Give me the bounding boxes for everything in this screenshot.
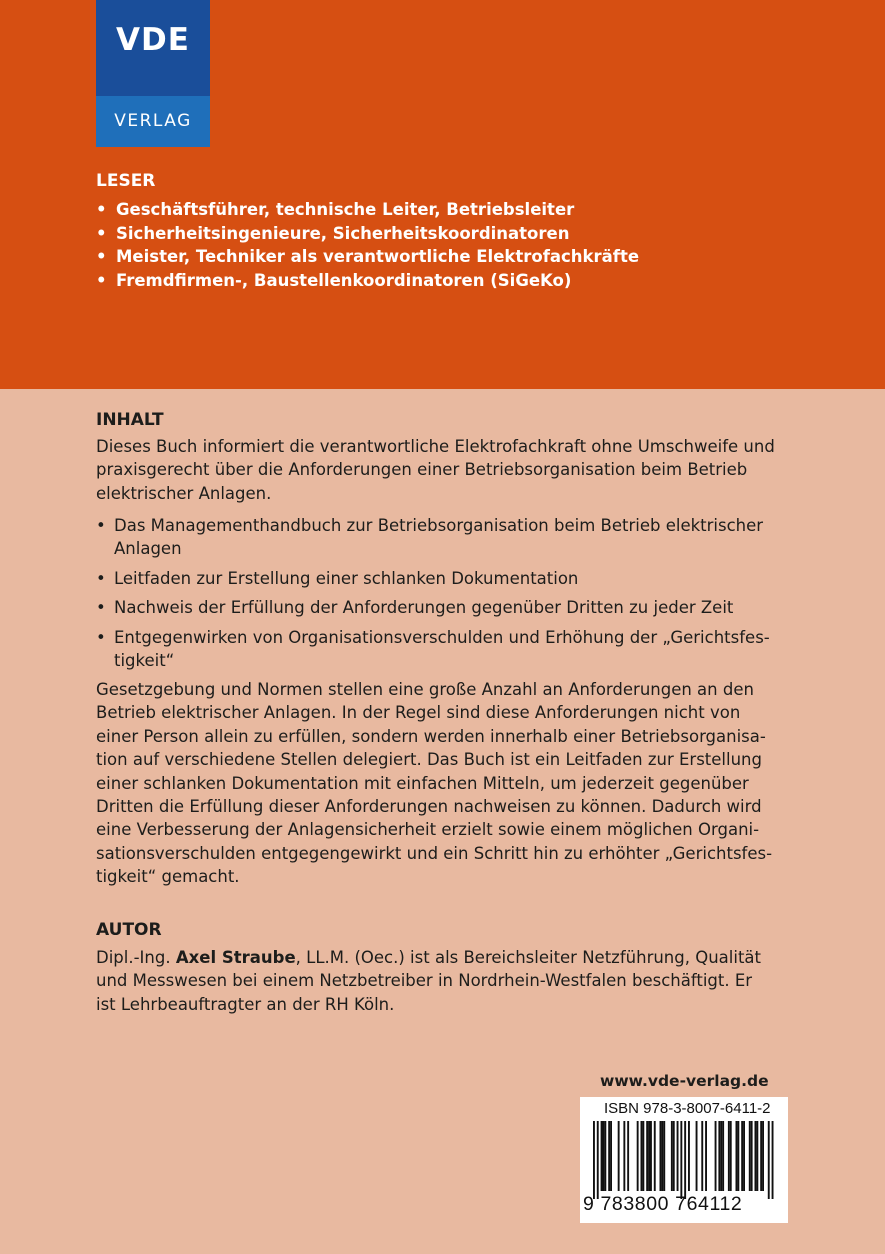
barcode-bar: [663, 1121, 665, 1191]
barcode-bar: [610, 1121, 612, 1191]
barcode-bar: [661, 1121, 663, 1191]
barcode-bar: [646, 1121, 648, 1191]
barcode-bar: [688, 1121, 690, 1191]
barcode-bar: [772, 1121, 774, 1199]
barcode-bar: [684, 1121, 686, 1199]
barcode-bar: [660, 1121, 662, 1191]
leser-item: • Sicherheitsingenieure, Sicherheitskoordinatoren: [96, 223, 570, 243]
body-line: tion auf verschiedene Stellen delegiert. Das Buch ist ein Leitfaden zur Erstellung: [96, 750, 762, 770]
barcode-bar: [760, 1121, 762, 1191]
barcode-bar: [603, 1121, 605, 1191]
barcode-bar: [604, 1121, 606, 1191]
barcode-bar: [642, 1121, 644, 1191]
barcode-bar: [715, 1121, 717, 1191]
isbn-text: ISBN 978-3-8007-6411-2: [604, 1100, 771, 1117]
body-line: einer schlanken Dokumentation mit einfachen Mitteln, um jederzeit gegenüber: [96, 773, 749, 793]
autor-line: [96, 946, 796, 969]
vde-verlag-logo: [96, 0, 210, 147]
barcode-bar: [677, 1121, 679, 1191]
isbn-barcode: [580, 1097, 788, 1223]
barcode-bar: [623, 1121, 625, 1191]
barcode-bar: [673, 1121, 675, 1191]
barcode-bar: [728, 1121, 730, 1191]
barcode-bar: [597, 1121, 599, 1199]
barcode-bar: [718, 1121, 720, 1191]
barcode-bar: [627, 1121, 629, 1191]
barcode-bar: [618, 1121, 620, 1191]
author-name: Axel Straube: [175, 948, 296, 967]
leser-list: [96, 198, 639, 292]
intro-line: praxisgerecht über die Anforderungen einer Betriebsorganisation beim Betrieb: [96, 460, 748, 480]
autor-line: ist Lehrbeauftragter an der RH Köln.: [96, 994, 395, 1014]
ean-number: 9 783800 764112: [583, 1193, 743, 1215]
inhalt-body: [96, 678, 796, 889]
body-line: tigkeit“ gemacht.: [96, 867, 240, 887]
intro-line: Dieses Buch informiert die verantwortliche Elektrofachkraft ohne Umschweife und: [96, 437, 775, 456]
barcode-bar: [696, 1121, 698, 1191]
bullet-line: Nachweis der Erfüllung der Anforderungen gegenüber Dritten zu jeder Zeit: [114, 598, 734, 617]
barcode-bar: [730, 1121, 732, 1191]
body-line: einer Person allein zu erfüllen, sondern werden innerhalb einer Betriebsorganisa-: [96, 726, 766, 746]
bullet-line: Entgegenwirken von Organisationsverschulden und Erhöhung der „Gerichtsfes-: [114, 628, 770, 647]
barcode-bar: [680, 1121, 682, 1199]
bullet-line: Anlagen: [114, 539, 182, 559]
autor-heading: AUTOR: [96, 920, 162, 940]
logo-vde-text: VDE: [96, 0, 210, 96]
barcode-bar: [601, 1121, 603, 1191]
barcode-bar: [654, 1121, 656, 1191]
barcode-bars: [590, 1121, 780, 1199]
barcode-bar: [741, 1121, 743, 1191]
barcode-bar: [648, 1121, 650, 1191]
leser-item: • Fremdfirmen-, Baustellenkoordinatoren (SiGeKo): [96, 270, 572, 290]
barcode-bar: [608, 1121, 610, 1191]
barcode-bar: [737, 1121, 739, 1191]
barcode-bar: [743, 1121, 745, 1191]
barcode-bar: [671, 1121, 673, 1191]
barcode-bar: [755, 1121, 757, 1191]
bullet-line: Das Managementhandbuch zur Betriebsorganisation beim Betrieb elektrischer: [114, 516, 764, 535]
barcode-bar: [720, 1121, 722, 1191]
leser-item: • Meister, Techniker als verantwortliche Elektrofachkräfte: [96, 247, 640, 266]
body-line: Gesetzgebung und Normen stellen eine große Anzahl an Anforderungen an den: [96, 680, 754, 699]
body-line: Betrieb elektrischer Anlagen. In der Regel sind diese Anforderungen nicht von: [96, 703, 741, 723]
bullet-line: Leitfaden zur Erstellung einer schlanken Dokumentation: [114, 569, 579, 588]
barcode-bar: [749, 1121, 751, 1191]
body-line: eine Verbesserung der Anlagensicherheit erzielt sowie einem möglichen Organi-: [96, 820, 760, 840]
intro-line: elektrischer Anlagen.: [96, 483, 272, 503]
body-line: Dritten die Erfüllung dieser Anforderungen nachweisen zu können. Dadurch wird: [96, 797, 762, 817]
barcode-bar: [641, 1121, 643, 1191]
inhalt-intro: [96, 435, 796, 505]
barcode-bar: [762, 1121, 764, 1191]
barcode-bar: [650, 1121, 652, 1191]
barcode-bar: [705, 1121, 707, 1191]
barcode-bar: [701, 1121, 703, 1191]
bullet-line: tigkeit“: [114, 651, 175, 671]
autor-line1-rest: , LL.M. (Oec.) ist als Bereichsleiter Netzführung, Qualität: [295, 948, 762, 967]
barcode-bar: [593, 1121, 595, 1199]
barcode-bar: [768, 1121, 770, 1199]
autor-paragraph: [96, 946, 796, 1016]
logo-verlag-text: VERLAG: [96, 96, 210, 147]
inhalt-heading: INHALT: [96, 410, 164, 430]
barcode-bar: [722, 1121, 724, 1191]
autor-prefix: Dipl.-Ing.: [96, 948, 176, 967]
body-line: sationsverschulden entgegengewirkt und ein Schritt hin zu erhöhter „Gerichtsfes-: [96, 843, 773, 863]
barcode-bar: [756, 1121, 758, 1191]
barcode-bar: [751, 1121, 753, 1191]
barcode-bar: [736, 1121, 738, 1191]
publisher-website: www.vde-verlag.de: [600, 1072, 769, 1090]
leser-item: • Geschäftsführer, technische Leiter, Betriebsleiter: [96, 200, 575, 219]
autor-line: und Messwesen bei einem Netzbetreiber in Nordrhein-Westfalen beschäftigt. Er: [96, 971, 753, 991]
leser-heading: LESER: [96, 171, 156, 191]
barcode-bar: [637, 1121, 639, 1191]
